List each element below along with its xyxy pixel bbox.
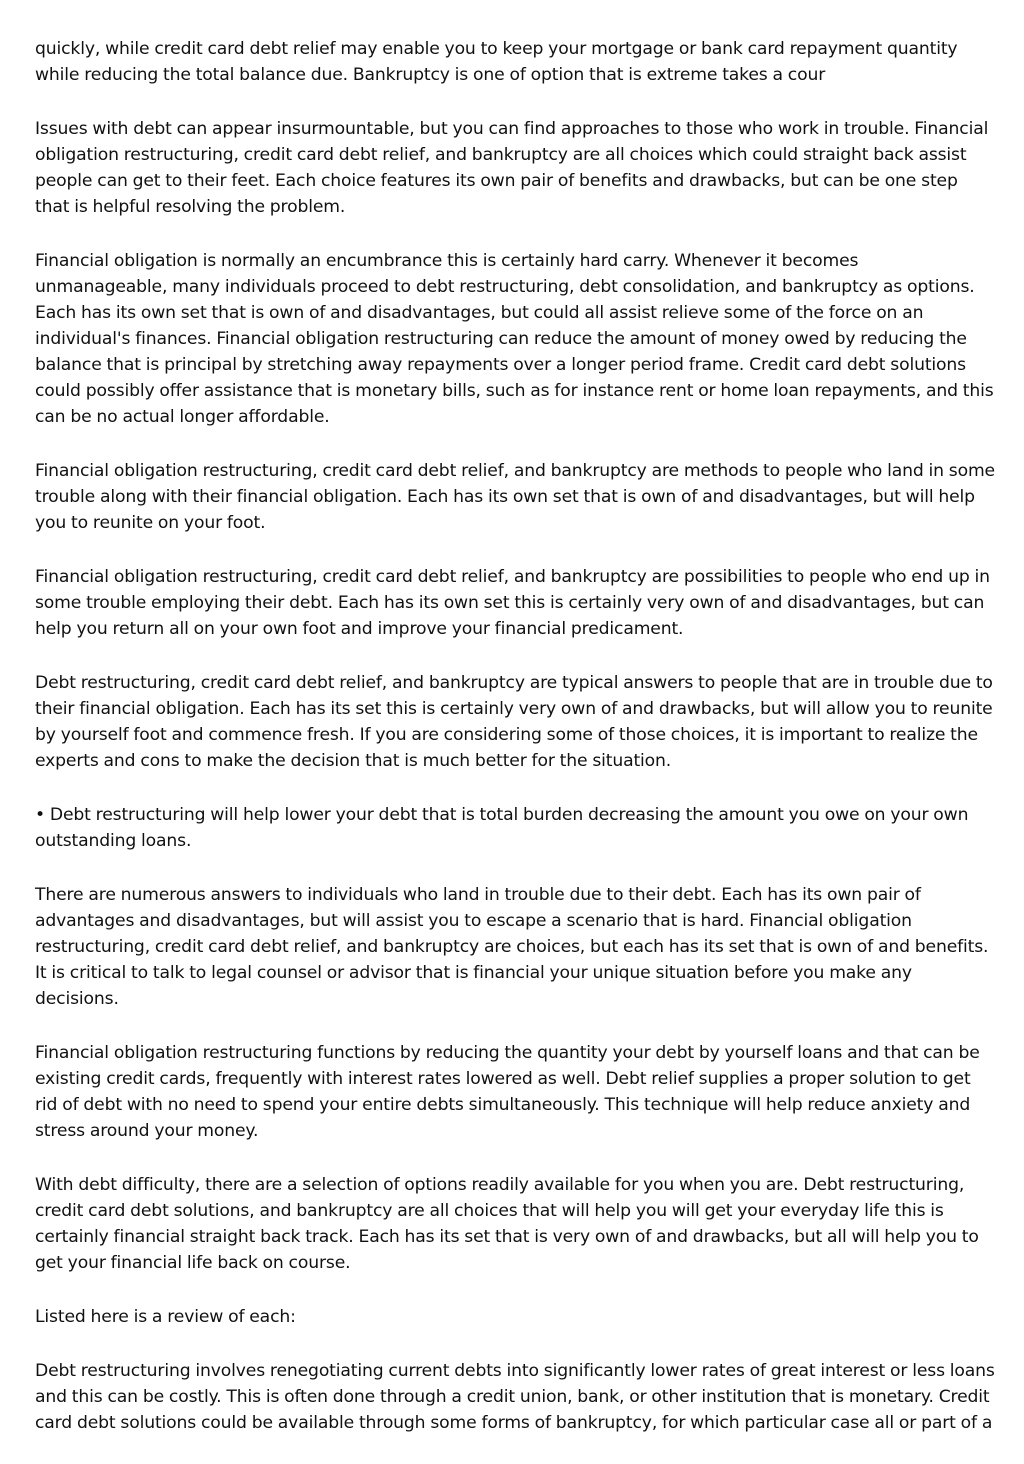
paragraph-3: Financial obligation is normally an encumbrance this is certainly hard carry. Whenever it becomes unmanageable, many individuals proceed to debt restructuring, debt consolidation, and bankruptcy as options. Each has its own set that is own of and disadvantages, but could all assist relieve some of the force on an individual's finances. Financial obligation restructuring can reduce the amount of money owed by reducing the balance that is principal by stretching away repayments over a longer period frame. Credit card debt solutions could possibly offer assistance that is monetary bills, such as for instance rent or home loan repayments, and this can be no actual longer affordable. bbox=[35, 251, 994, 427]
paragraph-5: Financial obligation restructuring, credit card debt relief, and bankruptcy are possibilities to people who end up in some trouble employing their debt. Each has its own set this is certainly very own of and disadvantages, but can help you return all on your own foot and improve your financial predicament. bbox=[35, 567, 990, 639]
paragraph-12: Debt restructuring involves renegotiating current debts into significantly lower rates of great interest or less loans and this can be costly. This is often done through a credit union, bank, or other institution that is monetary. Credit card debt solutions could be available through some forms of bankruptcy, for which particular case all or part of a bbox=[35, 1361, 995, 1433]
bullet-paragraph: • Debt restructuring will help lower your debt that is total burden decreasing the amount you owe on your own outstanding loans. bbox=[35, 805, 969, 851]
paragraph-9: Financial obligation restructuring functions by reducing the quantity your debt by yourself loans and that can be existing credit cards, frequently with interest rates lowered as well. Debt relief supplies a proper solution to get rid of debt with no need to spend your entire debts simultaneously. This technique will help reduce anxiety and stress around your money. bbox=[35, 1043, 980, 1141]
paragraph-4: Financial obligation restructuring, credit card debt relief, and bankruptcy are methods to people who land in some trouble along with their financial obligation. Each has its own set that is own of and disadvantages, but will help you to reunite on your foot. bbox=[35, 461, 995, 533]
paragraph-10: With debt difficulty, there are a selection of options readily available for you when you are. Debt restructuring, credit card debt solutions, and bankruptcy are all choices that will help you will get your everyday life this is certainly financial straight back track. Each has its set that is very own of and drawbacks, but all will help you to get your financial life back on course. bbox=[35, 1175, 979, 1273]
paragraph-2: Issues with debt can appear insurmountable, but you can find approaches to those who work in trouble. Financial obligation restructuring, credit card debt relief, and bankruptcy are all choices which could straight back assist people can get to their feet. Each choice features its own pair of benefits and drawbacks, but can be one step that is helpful resolving the problem. bbox=[35, 119, 989, 217]
paragraph-11: Listed here is a review of each: bbox=[35, 1307, 296, 1327]
paragraph-1: quickly, while credit card debt relief may enable you to keep your mortgage or bank card repayment quantity while reducing the total balance due. Bankruptcy is one of option that is extreme takes a cour bbox=[35, 39, 958, 85]
document-body bbox=[35, 36, 995, 1464]
paragraph-6: Debt restructuring, credit card debt relief, and bankruptcy are typical answers to people that are in trouble due to their financial obligation. Each has its set this is certainly very own of and drawbacks, but will allow you to reunite by yourself foot and commence fresh. If you are considering some of those choices, it is important to realize the experts and cons to make the decision that is much better for the situation. bbox=[35, 673, 993, 771]
paragraph-8: There are numerous answers to individuals who land in trouble due to their debt. Each has its own pair of advantages and disadvantages, but will assist you to escape a scenario that is hard. Financial obligation restructuring, credit card debt relief, and bankruptcy are choices, but each has its set that is own of and benefits. It is critical to talk to legal counsel or advisor that is financial your unique situation before you make any decisions. bbox=[35, 885, 989, 1009]
